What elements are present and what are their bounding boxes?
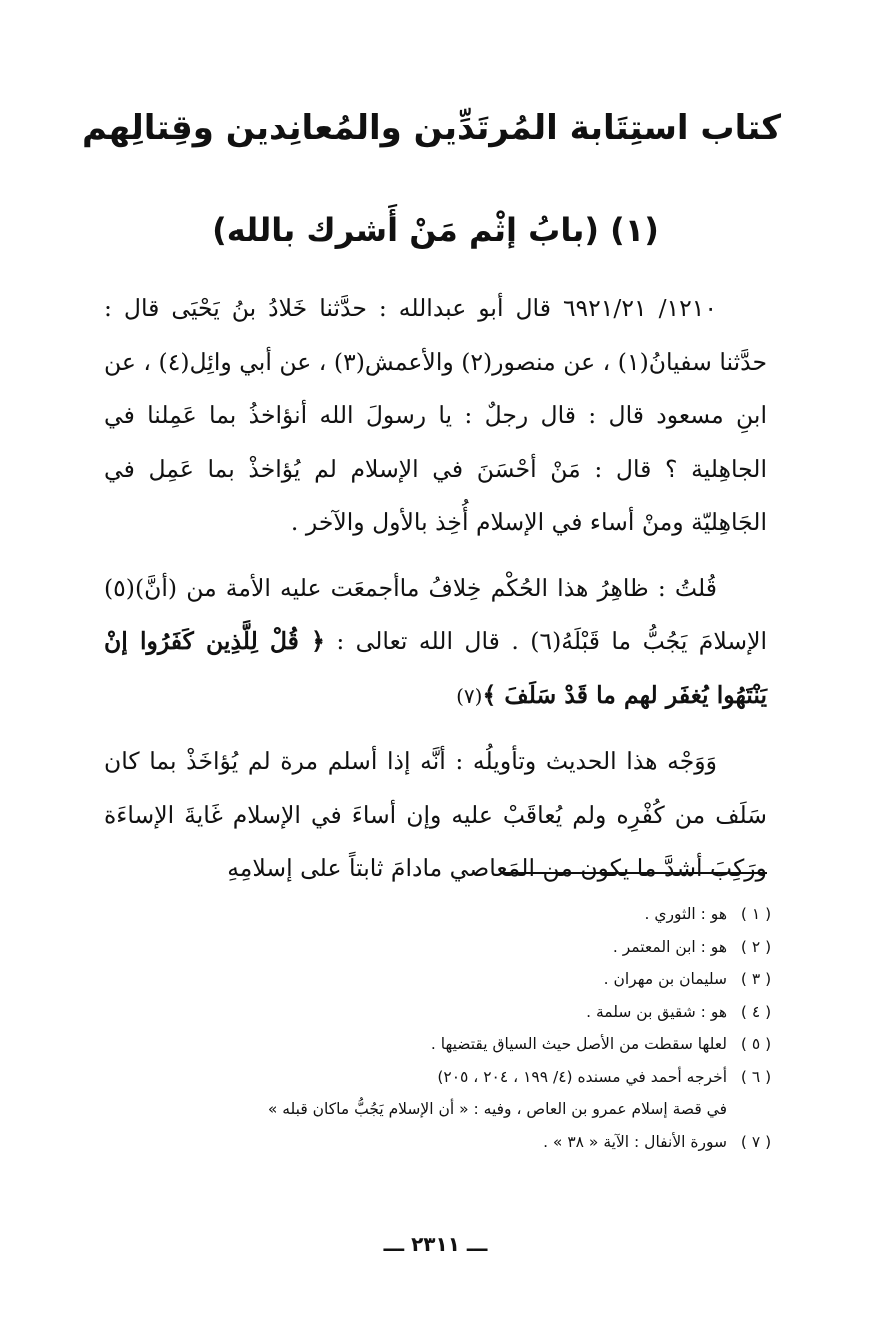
footnote-number: ( ٤ )	[740, 1002, 772, 1021]
footnote-text: هو : الثوري .	[644, 905, 727, 923]
book-title: كتاب استِتَابة المُرتَدِّين والمُعانِدين وقِتالِهم	[81, 108, 781, 148]
main-text	[104, 282, 767, 896]
footnote-item	[90, 898, 775, 931]
footnote-text: سليمان بن مهران .	[603, 970, 727, 988]
footnote-text: هو : شقيق بن سلمة .	[586, 1002, 727, 1021]
commentary-text: قُلتُ : ظاهِرُ هذا الحُكْم خِلافُ ماأجمعَت عليه الأمة من (أنَّ)(٥) الإسلامَ يَجُبُّ ما قَبْلَهُ(٦) . قال الله تعالى :	[104, 573, 768, 655]
interpretation-paragraph: وَوَجْه هذا الحديث وتأويلُه : أنَّه إذا أسلم مرة لم يُؤاخَذْ بما كان سَلَف من كُفْرِه ولم يُعاقَبْ عليه وإن أساءَ في الإسلام غَايةَ الإساءَة ورَكِبَ أشدَّ ما يكون من المَعاصي مادامَ ثابتاً على إسلامِهِ	[104, 747, 767, 882]
footnote-text: سورة الأنفال : الآية « ٣٨ » .	[543, 1132, 727, 1151]
footnote-item	[90, 1028, 775, 1061]
chapter-title: (١) (بابُ إثْم مَنْ أَشرك بالله)	[212, 211, 659, 249]
footnote-number: ( ٢ )	[740, 937, 772, 956]
footnote-text: أخرجه أحمد في مسنده (٤/ ١٩٩ ، ٢٠٤ ، ٢٠٥)	[437, 1067, 727, 1086]
footnote-number: ( ٥ )	[740, 1035, 772, 1053]
footnotes	[90, 898, 775, 1158]
footnote-text: هو : ابن المعتمر .	[612, 937, 727, 956]
footnote-divider	[501, 872, 767, 874]
footnote-item	[90, 1126, 775, 1159]
footnote-continuation	[90, 1093, 775, 1126]
footnote-item	[90, 996, 775, 1029]
footnote-item	[90, 1061, 775, 1094]
quran-verse: ﴿ قُلْ لِلَّذِين كَفَرُوا إنْ يَنْتَهُوا يُغفَر لهم ما قَدْ سَلَفَ ﴾	[104, 627, 767, 709]
footnote-text: في قصة إسلام عمرو بن العاص ، وفيه : « أن الإسلام يَجُبُّ ماكان قبله »	[267, 1100, 727, 1118]
footnote-number: ( ١ )	[740, 905, 772, 923]
footnote-ref: (٧)	[456, 683, 483, 708]
hadith-paragraph: ١٢١٠/ ٦٩٢١/٢١ قال أبو عبدالله : حدَّثنا خَلادُ بنُ يَحْيَى قال : حدَّثنا سفيانُ(١) ، عن منصور(٢) والأعمش(٣) ، عن أبي وائِل(٤) ، عن ابنِ مسعود قال : قال رجلٌ : يا رسولَ الله أنؤاخذُ بما عَمِلنا في الجاهِلية ؟ قال : مَنْ أحْسَنَ في الإسلام لم يُؤاخذْ بما عَمِل في الجَاهِليّة ومنْ أساء في الإسلام أُخِذ بالأول والآخر .	[104, 294, 767, 536]
footnote-number: ( ٦ )	[740, 1067, 772, 1086]
footnote-text: لعلها سقطت من الأصل حيث السياق يقتضيها .	[430, 1035, 727, 1053]
footnote-item	[90, 963, 775, 996]
footnote-item	[90, 931, 775, 964]
commentary-paragraph	[104, 562, 767, 724]
page-number: ـــ ٢٣١١ ـــ	[383, 1232, 488, 1256]
footnote-number: ( ٧ )	[740, 1132, 772, 1151]
footnote-number: ( ٣ )	[740, 970, 772, 988]
